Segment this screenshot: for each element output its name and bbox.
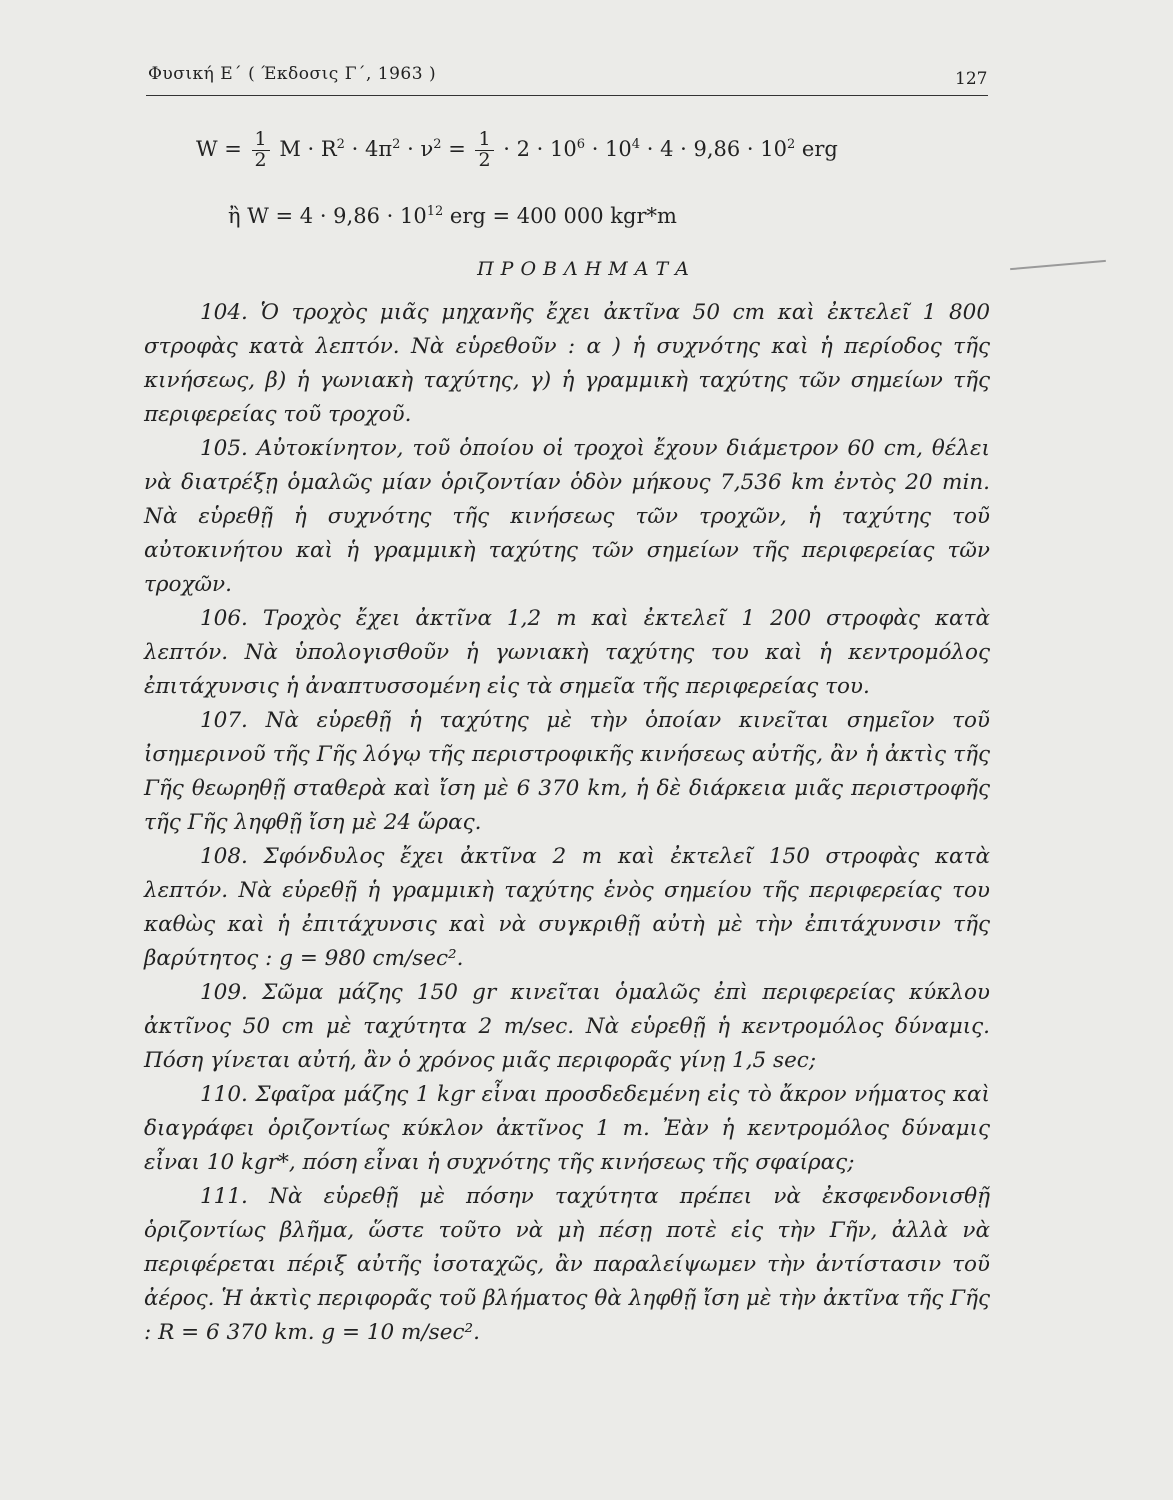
eq-prefix: ἢ W = 4 · 9,86 · 10 [228,204,427,228]
problems-list [144,296,990,1350]
fraction-numerator: 1 [252,130,270,151]
problem-107 [144,704,990,840]
eq-exponent: 2 [786,136,796,152]
fraction-denominator: 2 [254,148,267,171]
problem-number: 111. [200,1184,248,1209]
eq-exponent: 2 [433,136,442,152]
problem-106 [144,602,990,704]
header-rule [146,95,988,96]
problem-number: 104. [200,300,248,325]
problem-105 [144,432,990,602]
problem-110 [144,1078,990,1180]
eq-equals: = [441,136,466,161]
eq-exponent: 12 [426,204,444,219]
problem-text: Νὰ εὑρεθῇ ἡ ταχύτης μὲ τὴν ὁποίαν κινεῖται σημεῖον τοῦ ἰσημερινοῦ τῆς Γῆς λόγῳ τῆς περιστροφικῆς κινήσεως αὐτῆς, ἂν ἡ ἀκτὶς τῆς Γῆς θεωρηθῇ σταθερὰ καὶ ἴση μὲ 6 370 km, ἡ δὲ διάρκεια μιᾶς περιστροφῆς τῆς Γῆς ληφθῇ ἴση μὲ 24 ὥρας. [144,708,990,835]
eq-term: · ν [400,136,434,161]
problem-number: 110. [200,1082,248,1107]
problem-number: 109. [200,980,248,1005]
eq-exponent: 2 [392,136,401,152]
eq-term: · 2 · 10 [503,136,577,161]
fraction-denominator: 2 [478,148,491,171]
problem-text: Σφαῖρα μάζης 1 kgr εἶναι προσδεδεμένη εἰς τὸ ἄκρον νήματος καὶ διαγράφει ὁριζοντίως κύκλον ἀκτῖνος 1 m. Ἐὰν ἡ κεντρομόλος δύναμις εἶναι 10 kgr*, πόση εἶναι ἡ συχνότης τῆς κινήσεως τῆς σφαίρας; [144,1082,990,1175]
eq-term: · 10 [585,136,632,161]
problem-text: Σῶμα μάζης 150 gr κινεῖται ὁμαλῶς ἐπὶ περιφερείας κύκλου ἀκτῖνος 50 cm μὲ ταχύτητα 2 m/sec. Νὰ εὑρεθῇ ἡ κεντρομόλος δύναμις. Πόση γίνεται αὐτή, ἂν ὁ χρόνος μιᾶς περιφορᾶς γίνῃ 1,5 sec; [144,980,990,1073]
eq-exponent: 4 [631,136,641,152]
eq-term: · 4 · 9,86 · 10 [640,136,787,161]
eq-exponent: 2 [336,136,345,152]
eq-term: · 4π [344,136,393,161]
section-title: ΠΡΟΒΛΗΜΑΤΑ [477,258,696,280]
problem-text: Αὐτοκίνητον, τοῦ ὁποίου οἱ τροχοὶ ἔχουν διάμετρον 60 cm, θέλει νὰ διατρέξῃ ὁμαλῶς μίαν ὁριζοντίαν ὁδὸν μήκους 7,536 km ἐντὸς 20 min. Νὰ εὑρεθῇ ἡ συχνότης τῆς κινήσεως τῶν τροχῶν, ἡ ταχύτης τοῦ αὐτοκινήτου καὶ ἡ γραμμικὴ ταχύτης τῶν σημείων τῆς περιφερείας τῶν τροχῶν. [144,436,990,597]
problem-text: Τροχὸς ἔχει ἀκτῖνα 1,2 m καὶ ἐκτελεῖ 1 200 στροφὰς κατὰ λεπτόν. Νὰ ὑπολογισθοῦν ἡ γωνιακὴ ταχύτης του καὶ ἡ κεντρομόλος ἐπιτάχυνσις ἡ ἀναπτυσσομένη εἰς τὰ σημεῖα τῆς περιφερείας του. [144,606,990,699]
problem-108 [144,840,990,976]
problem-104 [144,296,990,432]
problem-text: Ὁ τροχὸς μιᾶς μηχανῆς ἔχει ἀκτῖνα 50 cm καὶ ἐκτελεῖ 1 800 στροφὰς κατὰ λεπτόν. Νὰ εὑρεθοῦν : α ) ἡ συχνότης καὶ ἡ περίοδος τῆς κινήσεως, β) ἡ γωνιακὴ ταχύτης, γ) ἡ γραμμικὴ ταχύτης τῶν σημείων τῆς περιφερείας τοῦ τροχοῦ. [144,300,990,427]
eq-exponent: 6 [576,136,586,152]
running-head: Φυσική Ε΄ ( Έκδοσις Γ΄, 1963 ) [148,64,437,84]
eq-unit: erg [795,136,838,161]
problem-number: 107. [200,708,248,733]
problem-number: 106. [200,606,248,631]
eq-lhs: W = [196,136,242,161]
problem-109 [144,976,990,1078]
eq-rest: erg = 400 000 kgr*m [443,204,677,228]
problem-number: 108. [200,844,248,869]
eq-term: M · R [279,136,337,161]
problem-text: Σφόνδυλος ἔχει ἀκτῖνα 2 m καὶ ἐκτελεῖ 150 στροφὰς κατὰ λεπτόν. Νὰ εὑρεθῇ ἡ γραμμικὴ ταχύτης ἑνὸς σημείου τῆς περιφερείας του καθὼς καὶ ἡ ἐπιτάχυνσις καὶ νὰ συγκριθῇ αὐτὴ μὲ τὴν ἐπιτάχυνσιν τῆς βαρύτητος : g = 980 cm/sec². [144,844,990,971]
page-number: 127 [955,69,988,89]
problem-111 [144,1180,990,1350]
fraction-half-1 [252,130,270,171]
equation-line-1 [196,130,838,171]
fraction-half-2 [475,130,493,171]
equation-line-2 [228,204,677,228]
fraction-numerator: 1 [475,130,493,151]
problem-number: 105. [200,436,248,461]
problem-text: Νὰ εὑρεθῇ μὲ πόσην ταχύτητα πρέπει νὰ ἐκσφενδονισθῇ ὁριζοντίως βλῆμα, ὥστε τοῦτο νὰ μὴ πέσῃ ποτὲ εἰς τὴν Γῆν, ἀλλὰ νὰ περιφέρεται πέριξ αὐτῆς ἰσοταχῶς, ἂν παραλείψωμεν τὴν ἀντίστασιν τοῦ ἀέρος. Ἡ ἀκτὶς περιφορᾶς τοῦ βλήματος θὰ ληφθῇ ἴση μὲ τὴν ἀκτῖνα τῆς Γῆς : R = 6 370 km. g = 10 m/sec². [144,1184,990,1345]
